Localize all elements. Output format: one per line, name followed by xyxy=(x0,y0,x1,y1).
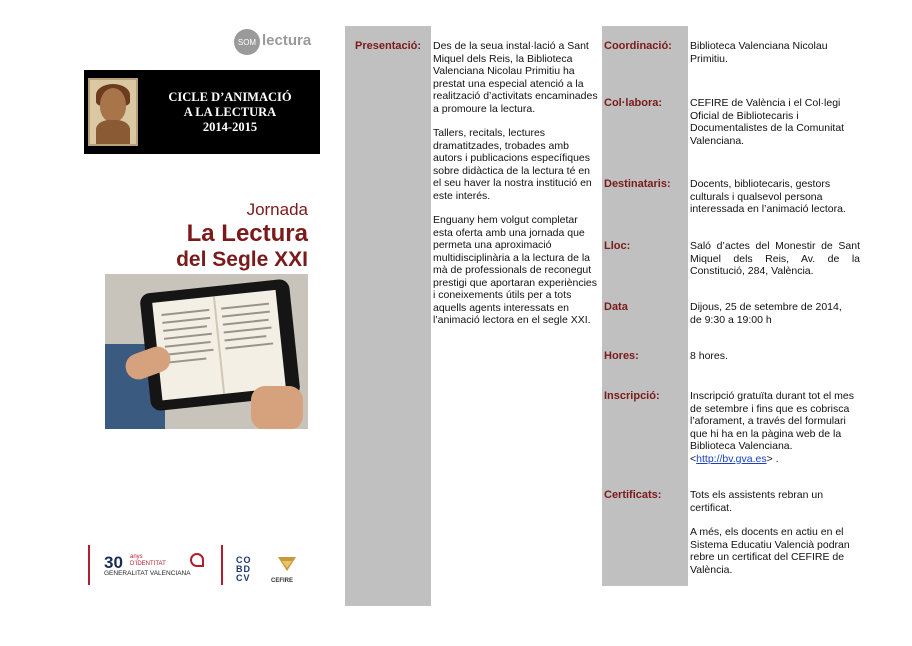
presentacio-text: Des de la seua instal·lació a Sant Miquel dels Reis, la Biblioteca Valenciana Nicolau Primitiu ha prestat una especial atenció a la realització d’activitats encaminades a promoure la lectura. Tallers, recitals, lectures dramatitzades, trobades amb autors i publicacions específiques sobre didàctica de la lectura té en el seu haver la nostra institució en este interés. Enguany hem volgut completar esta oferta amb una jornada que permeta una aproximació multidisciplinària a la lectura de la mà de professionals de reconegut prestigi que aportaran experiències i coneixements útils per a tots aquells agents interessats en l’animació lectora en el segle XXI. xyxy=(433,40,598,326)
portrait-thumbnail xyxy=(88,78,138,146)
coordinacio-value: Biblioteca Valenciana Nicolau Primitiu. xyxy=(690,40,828,65)
30-anys-caption: anys D’IDENTITAT xyxy=(130,554,166,567)
inscripcio-value: Inscripció gratuïta durant tot el mes de setembre i fins que es cobrisca l’aforament, a través del formulari que hi ha en la pàgina web de la Biblioteca Valenciana. <http://bv.gva.es> . xyxy=(690,390,854,465)
tablet-reading-photo xyxy=(105,274,308,429)
collabora-value: CEFIRE de València i el Col·legi Oficial de Bibliotecaris i Documentalistes de la Comunitat Valenciana. xyxy=(690,97,845,147)
event-title-line1: La Lectura xyxy=(186,220,308,247)
cefire-logo-icon xyxy=(272,553,302,579)
hores-label: Hores: xyxy=(604,350,639,362)
data-value: Dijous, 25 de setembre de 2014, de 9:30 a 19:00 h xyxy=(690,301,842,326)
destinataris-label: Destinataris: xyxy=(604,178,671,190)
biblioteca-logo-icon xyxy=(190,553,204,567)
coordinacio-label: Coordinació: xyxy=(604,40,672,52)
generalitat-logo-text: GENERALITAT VALENCIANA xyxy=(104,570,191,577)
certificats-label: Certificats: xyxy=(604,489,662,501)
som-logo-circle: SOM xyxy=(234,29,260,55)
lloc-value: Saló d’actes del Monestir de Sant Miquel dels Reis, Av. de la Constitució, 284, València. xyxy=(690,240,860,277)
cobdcv-logo: CO BD CV xyxy=(236,555,252,583)
lectura-logo-word: lectura xyxy=(262,32,312,49)
presentacio-label: Presentació: xyxy=(355,40,422,52)
cycle-banner xyxy=(84,70,320,154)
data-label: Data xyxy=(604,301,628,313)
collabora-label: Col·labora: xyxy=(604,97,663,109)
hores-value: 8 hores. xyxy=(690,350,728,362)
jornada-label: Jornada xyxy=(246,200,308,219)
cefire-logo-text: CEFIRE xyxy=(271,578,294,584)
lloc-label: Lloc: xyxy=(604,240,631,252)
certificats-value: Tots els assistents rebran un certificat. A més, els docents en actiu en el Sistema Educatiu Valencià podran rebre un certificat del CEFIRE de València. xyxy=(690,489,850,576)
bv-website-link[interactable]: http://bv.gva.es xyxy=(696,452,767,465)
destinataris-value: Docents, bibliotecaris, gestors culturals i qualsevol persona interessada en l’animació lectora. xyxy=(690,178,846,215)
event-title-line2: del Segle XXI xyxy=(176,248,308,271)
cycle-title: CICLE D’ANIMACIÓ A LA LECTURA 2014-2015 xyxy=(168,90,292,134)
presentacio-label-column xyxy=(345,26,431,606)
inscripcio-label: Inscripció: xyxy=(604,390,660,402)
30-anys-logo: 30 xyxy=(104,553,123,572)
logo-divider xyxy=(88,545,90,585)
logo-divider xyxy=(221,545,223,585)
